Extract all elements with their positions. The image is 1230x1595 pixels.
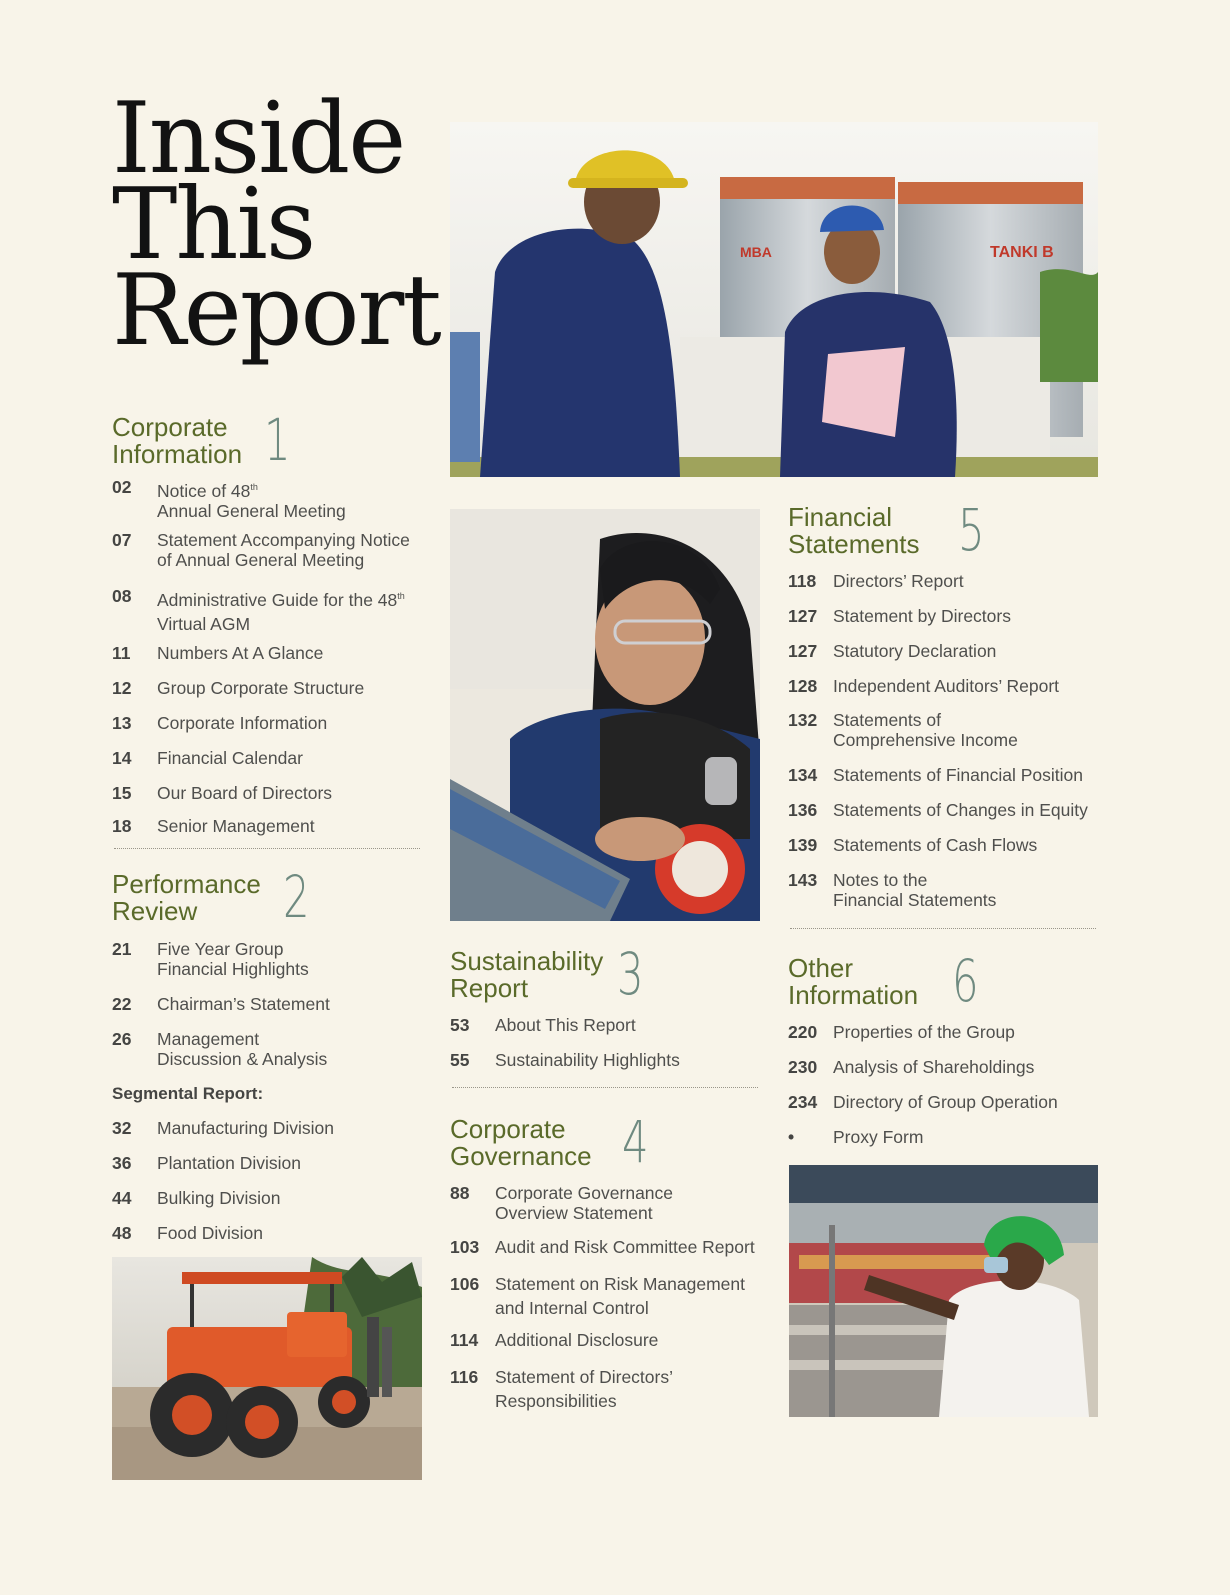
section-heading-financial-statements bbox=[788, 496, 994, 564]
toc-item[interactable]: 143 Notes to the Financial Statements bbox=[788, 870, 997, 910]
toc-item[interactable]: 48 Food Division bbox=[112, 1223, 264, 1243]
toc-item[interactable]: 132 Statements of Comprehensive Income bbox=[788, 710, 1018, 750]
section-divider bbox=[452, 1087, 758, 1088]
toc-item[interactable]: 106 Statement on Risk Management and Internal Control bbox=[450, 1274, 745, 1318]
toc-item-title-admin-guide: Administrative Guide for the 48th Virtual AGM bbox=[157, 589, 405, 634]
toc-item[interactable]: 127 Statement by Directors bbox=[788, 606, 1011, 626]
tank-label-left: MBA bbox=[740, 244, 772, 260]
toc-item-title-notice-agm: Notice of 48th Annual General Meeting bbox=[157, 480, 346, 521]
factory-worker-photo bbox=[789, 1165, 1098, 1417]
toc-item[interactable]: 53 About This Report bbox=[450, 1015, 636, 1035]
section-heading-sustainability-report bbox=[450, 940, 654, 1008]
section-title: Other Information bbox=[788, 953, 919, 1010]
toc-item[interactable]: 26 Management Discussion & Analysis bbox=[112, 1029, 328, 1069]
toc-item[interactable]: 116 Statement of Directors’ Responsibilities bbox=[450, 1367, 673, 1411]
toc-item[interactable]: 08 Administrative Guide for the 48th Virtual AGM bbox=[112, 586, 405, 634]
toc-item[interactable]: 02 Notice of 48th Annual General Meeting bbox=[112, 477, 346, 521]
page-title-line-1: Inside bbox=[112, 82, 405, 196]
toc-item[interactable]: 88 Corporate Governance Overview Statement bbox=[450, 1183, 674, 1223]
section-title: Corporate Information bbox=[112, 412, 243, 469]
toc-item[interactable]: 134 Statements of Financial Position bbox=[788, 765, 1083, 785]
segmental-report-heading: Segmental Report: bbox=[112, 1084, 264, 1103]
workers-at-tanks-photo bbox=[450, 122, 1098, 477]
toc-item[interactable]: 139 Statements of Cash Flows bbox=[788, 835, 1038, 855]
page-title-line-3: Report bbox=[112, 254, 440, 368]
section-divider bbox=[790, 928, 1096, 929]
tractor-photo bbox=[112, 1257, 422, 1480]
toc-item[interactable]: 114 Additional Disclosure bbox=[450, 1330, 659, 1350]
section-number: 3 bbox=[617, 940, 644, 1008]
section-number: 2 bbox=[282, 863, 310, 931]
toc-item[interactable]: 55 Sustainability Highlights bbox=[450, 1050, 680, 1070]
toc-item[interactable]: 234 Directory of Group Operation bbox=[788, 1092, 1058, 1112]
section-title: Performance Review bbox=[112, 869, 261, 926]
toc-item[interactable]: 14 Financial Calendar bbox=[112, 748, 303, 768]
tank-label-right: TANKI B bbox=[990, 244, 1054, 261]
toc-item[interactable]: 118 Directors’ Report bbox=[788, 571, 964, 591]
toc-item[interactable]: 36 Plantation Division bbox=[112, 1153, 301, 1173]
page-title-line-2: This bbox=[112, 168, 315, 282]
toc-item[interactable]: 18 Senior Management bbox=[112, 816, 315, 836]
section-number: 4 bbox=[621, 1108, 649, 1176]
toc-item[interactable]: 11 Numbers At A Glance bbox=[112, 643, 324, 663]
section-heading-corporate-information bbox=[112, 406, 301, 474]
toc-item[interactable]: 103 Audit and Risk Committee Report bbox=[450, 1237, 755, 1257]
toc-item[interactable]: 128 Independent Auditors’ Report bbox=[788, 676, 1060, 696]
woman-inspecting-photo bbox=[450, 509, 760, 921]
section-number: 6 bbox=[952, 947, 979, 1015]
toc-item[interactable]: 07 Statement Accompanying Notice of Annual General Meeting bbox=[112, 530, 410, 570]
toc-item[interactable]: 136 Statements of Changes in Equity bbox=[788, 800, 1088, 820]
toc-item[interactable]: 32 Manufacturing Division bbox=[112, 1118, 335, 1138]
toc-item[interactable]: 220 Properties of the Group bbox=[788, 1022, 1015, 1042]
toc-item[interactable]: 44 Bulking Division bbox=[112, 1188, 281, 1208]
toc-item[interactable]: 22 Chairman’s Statement bbox=[112, 994, 330, 1014]
toc-item[interactable]: 12 Group Corporate Structure bbox=[112, 678, 365, 698]
section-title: Sustainability Report bbox=[450, 946, 604, 1003]
toc-item[interactable]: 21 Five Year Group Financial Highlights bbox=[112, 939, 309, 979]
toc-item[interactable]: 230 Analysis of Shareholdings bbox=[788, 1057, 1035, 1077]
section-heading-other-information bbox=[788, 947, 989, 1015]
section-heading-performance-review bbox=[112, 863, 320, 931]
section-title: Financial Statements bbox=[788, 502, 920, 559]
toc-item[interactable]: 13 Corporate Information bbox=[112, 713, 328, 733]
section-title: Corporate Governance bbox=[450, 1114, 592, 1171]
section-divider bbox=[114, 848, 420, 849]
bullet-icon: • bbox=[788, 1127, 795, 1147]
toc-item[interactable]: 15 Our Board of Directors bbox=[112, 783, 333, 803]
toc-item[interactable]: • Proxy Form bbox=[788, 1127, 924, 1147]
page-title bbox=[112, 82, 442, 368]
section-number: 1 bbox=[264, 406, 291, 474]
section-heading-corporate-governance bbox=[450, 1108, 659, 1176]
section-number: 5 bbox=[957, 496, 985, 564]
toc-item[interactable]: 127 Statutory Declaration bbox=[788, 641, 997, 661]
